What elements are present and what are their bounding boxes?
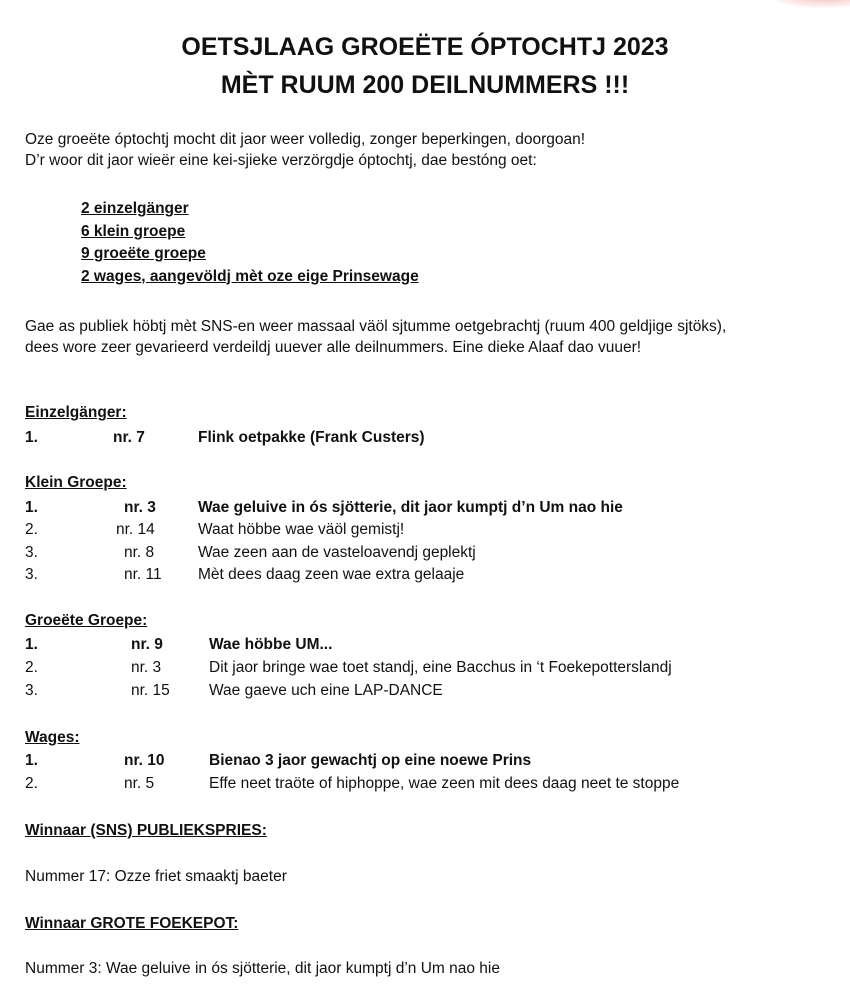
count-item: 2 wages, aangevöldj mèt oze eige Prinsewage bbox=[81, 267, 419, 285]
count-item: 6 klein groepe bbox=[81, 222, 186, 240]
count-item: 2 einzelgänger bbox=[81, 200, 189, 217]
result-number: nr. 3 bbox=[131, 659, 162, 676]
result-number: nr. 11 bbox=[124, 566, 162, 583]
page-title bbox=[0, 28, 850, 104]
count-item: 9 groeëte groepe bbox=[81, 245, 206, 262]
participant-counts-list bbox=[81, 198, 419, 288]
result-number: nr. 7 bbox=[113, 429, 145, 446]
result-place: 3. bbox=[25, 566, 38, 583]
result-number: nr. 15 bbox=[131, 682, 170, 699]
winner-foekepot-text: Nummer 3: Wae geluive in ós sjötterie, dit jaor kumptj d’n Um nao hie bbox=[25, 960, 500, 977]
result-row bbox=[25, 564, 825, 586]
category-title-wages: Wages: bbox=[25, 729, 80, 746]
result-name: Waat höbbe wae väöl gemistj! bbox=[198, 521, 405, 538]
category-title-einzelganger: Einzelgänger: bbox=[25, 404, 127, 421]
result-name: Flink oetpakke (Frank Custers) bbox=[198, 429, 425, 446]
title-line-1: OETSJLAAG GROEËTE ÓPTOCHTJ 2023 bbox=[181, 33, 669, 61]
result-row bbox=[25, 542, 825, 564]
result-name: Wae höbbe UM... bbox=[209, 636, 333, 653]
public-note-line-1: Gae as publiek höbtj mèt SNS-en weer massaal väöl sjtumme oetgebrachtj (ruum 400 geldjige sjtöks), bbox=[25, 318, 727, 335]
corner-color-mark bbox=[770, 0, 850, 8]
result-place: 1. bbox=[25, 429, 38, 446]
winner-public-text: Nummer 17: Ozze friet smaaktj baeter bbox=[25, 868, 287, 885]
intro-line-2: D’r woor dit jaor wieër eine kei-sjieke verzörgdje óptochtj, dae bestóng oet: bbox=[25, 152, 537, 169]
result-name: Effe neet traöte of hiphoppe, wae zeen mit dees daag neet te stoppe bbox=[209, 775, 680, 792]
result-place: 3. bbox=[25, 544, 38, 561]
result-name: Bienao 3 jaor gewachtj op eine noewe Prins bbox=[209, 752, 532, 769]
result-name: Wae geluive in ós sjötterie, dit jaor kumptj d’n Um nao hie bbox=[198, 499, 623, 516]
intro-paragraph bbox=[25, 129, 585, 171]
result-row bbox=[25, 750, 825, 772]
result-place: 2. bbox=[25, 775, 38, 792]
winner-public-title: Winnaar (SNS) PUBLIEKSPRIES: bbox=[25, 822, 267, 839]
category-title-groeete-groepe: Groeëte Groepe: bbox=[25, 612, 148, 629]
result-number: nr. 3 bbox=[124, 499, 156, 516]
result-place: 1. bbox=[25, 752, 38, 769]
result-number: nr. 10 bbox=[124, 752, 165, 769]
result-row bbox=[25, 657, 825, 679]
result-number: nr. 14 bbox=[116, 521, 155, 538]
result-place: 3. bbox=[25, 682, 38, 699]
result-row bbox=[25, 427, 825, 449]
public-note-line-2: dees wore zeer gevarieerd verdeildj uuever alle deilnummers. Eine dieke Alaaf dao vuuer! bbox=[25, 339, 642, 356]
result-row bbox=[25, 634, 825, 656]
result-row bbox=[25, 680, 825, 702]
result-number: nr. 8 bbox=[124, 544, 155, 561]
result-name: Wae zeen aan de vasteloavendj geplektj bbox=[198, 544, 476, 561]
title-line-2: MÈT RUUM 200 DEILNUMMERS !!! bbox=[220, 71, 630, 99]
result-name: Mèt dees daag zeen wae extra gelaaje bbox=[198, 566, 465, 583]
result-place: 2. bbox=[25, 659, 38, 676]
result-row bbox=[25, 497, 825, 519]
result-number: nr. 9 bbox=[131, 636, 163, 653]
category-title-klein-groepe: Klein Groepe: bbox=[25, 474, 127, 491]
winner-foekepot-title: Winnaar GROTE FOEKEPOT: bbox=[25, 915, 239, 932]
public-vote-note bbox=[25, 316, 726, 358]
result-number: nr. 5 bbox=[124, 775, 155, 792]
result-row bbox=[25, 773, 825, 795]
intro-line-1: Oze groeëte óptochtj mocht dit jaor weer volledig, zonger beperkingen, doorgoan! bbox=[25, 131, 586, 148]
result-place: 2. bbox=[25, 521, 38, 538]
result-row bbox=[25, 519, 825, 541]
result-place: 1. bbox=[25, 636, 38, 653]
result-name: Dit jaor bringe wae toet standj, eine Bacchus in ‘t Foekepotterslandj bbox=[209, 659, 672, 676]
result-place: 1. bbox=[25, 499, 38, 516]
result-name: Wae gaeve uch eine LAP-DANCE bbox=[209, 682, 443, 699]
